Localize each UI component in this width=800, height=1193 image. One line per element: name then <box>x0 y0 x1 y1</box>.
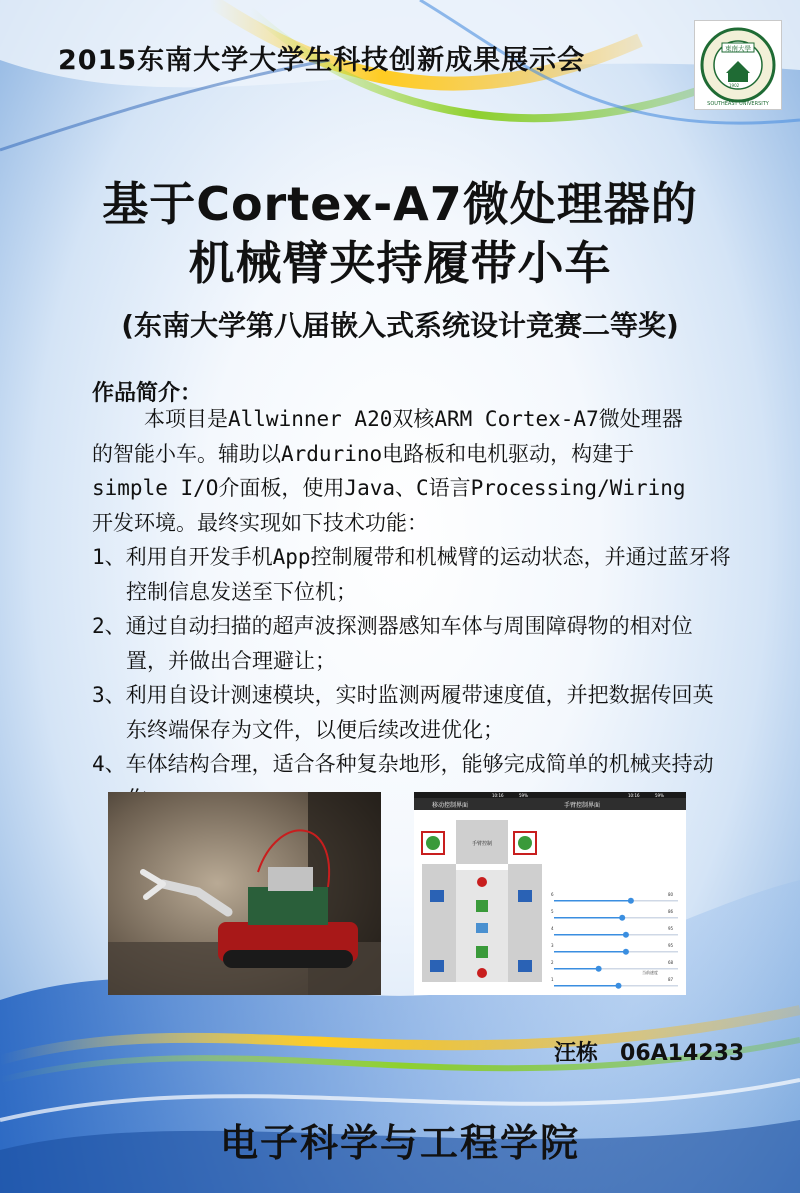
project-title-line1: 基于Cortex-A7微处理器的 <box>102 177 698 231</box>
status-battery: 59% <box>655 793 664 798</box>
robot-car-photo <box>108 792 381 995</box>
slider-fill <box>554 917 622 919</box>
author-name: 汪栋 <box>554 1041 599 1066</box>
intro-line: 的智能小车。辅助以Ardurino电路板和电机驱动，构建于 <box>92 441 635 466</box>
logo-name-cn: 東南大學 <box>725 44 751 53</box>
feature-item: 2、通过自动扫描的超声波探测器感知车体与周围障碍物的相对位置，并做出合理避让； <box>92 614 693 673</box>
intro-line: 开发环境。最终实现如下技术功能： <box>92 510 428 535</box>
intro-body <box>92 402 732 816</box>
slider-value: 86 <box>668 909 674 914</box>
status-time: 10:16 <box>492 793 504 798</box>
slider-knob <box>619 915 625 921</box>
manual-control-label: 手臂控制 <box>471 841 493 847</box>
slider-fill <box>554 951 626 953</box>
slider-fill <box>554 968 599 970</box>
logo-year: 1902 <box>729 83 740 88</box>
slider-label: 5 <box>551 909 554 914</box>
logo-label: SOUTHEAST UNIVERSITY <box>707 101 769 107</box>
author-info <box>554 1036 766 1067</box>
author-id: 06A14233 <box>620 1041 745 1066</box>
slider-value: 68 <box>668 960 674 965</box>
app-screenshot <box>414 792 686 995</box>
slider-knob <box>615 983 621 989</box>
intro-line: simple I/O介面板，使用Java、C语言Processing/Wiring <box>92 476 686 500</box>
slider-label: 6 <box>551 892 554 897</box>
slider-knob <box>596 966 602 972</box>
award-subtitle: (东南大学第八届嵌入式系统设计竞赛二等奖) <box>121 309 679 342</box>
slider-fill <box>554 985 618 987</box>
slider-label: 1 <box>551 977 554 982</box>
project-title-line2: 机械臂夹持履带小车 <box>188 236 612 290</box>
university-logo <box>694 20 782 110</box>
school-name: 电子科学与工程学院 <box>219 1121 580 1165</box>
slider-label: 3 <box>551 943 554 948</box>
slider-knob <box>628 898 634 904</box>
feature-item: 3、利用自设计测速模块，实时监测两履带速度值，并把数据传回英东终端保存为文件，以便后续改进优化； <box>92 683 714 742</box>
status-battery: 59% <box>519 793 528 798</box>
feature-item: 4、车体结构合理，适合各种复杂地形，能够完成简单的机械夹持动 <box>92 752 714 776</box>
slider-value: 95 <box>668 943 674 948</box>
intro-line: 本项目是Allwinner A20双核ARM Cortex-A7微处理器 <box>144 407 683 431</box>
slider-fill <box>554 934 626 936</box>
feature-item: 1、利用自开发手机App控制履带和机械臂的运动状态，并通过蓝牙将控制信息发送至下位机； <box>92 545 731 604</box>
slider-label: 4 <box>551 926 554 931</box>
slider-knob <box>623 949 629 955</box>
speed-label: 当前速度 <box>642 970 658 975</box>
slider-fill <box>554 900 631 902</box>
slider-knob <box>623 932 629 938</box>
left-panel-title: 移动控制界面 <box>432 802 469 809</box>
slider-value: 95 <box>668 926 674 931</box>
slider-value: 80 <box>668 892 674 897</box>
slider-value: 87 <box>668 977 674 982</box>
status-time: 10:16 <box>628 793 640 798</box>
slider-label: 2 <box>551 960 554 965</box>
right-panel-title: 手臂控制界面 <box>564 802 601 809</box>
intro-heading: 作品简介： <box>92 381 203 406</box>
event-title: 2015东南大学大学生科技创新成果展示会 <box>58 45 586 76</box>
